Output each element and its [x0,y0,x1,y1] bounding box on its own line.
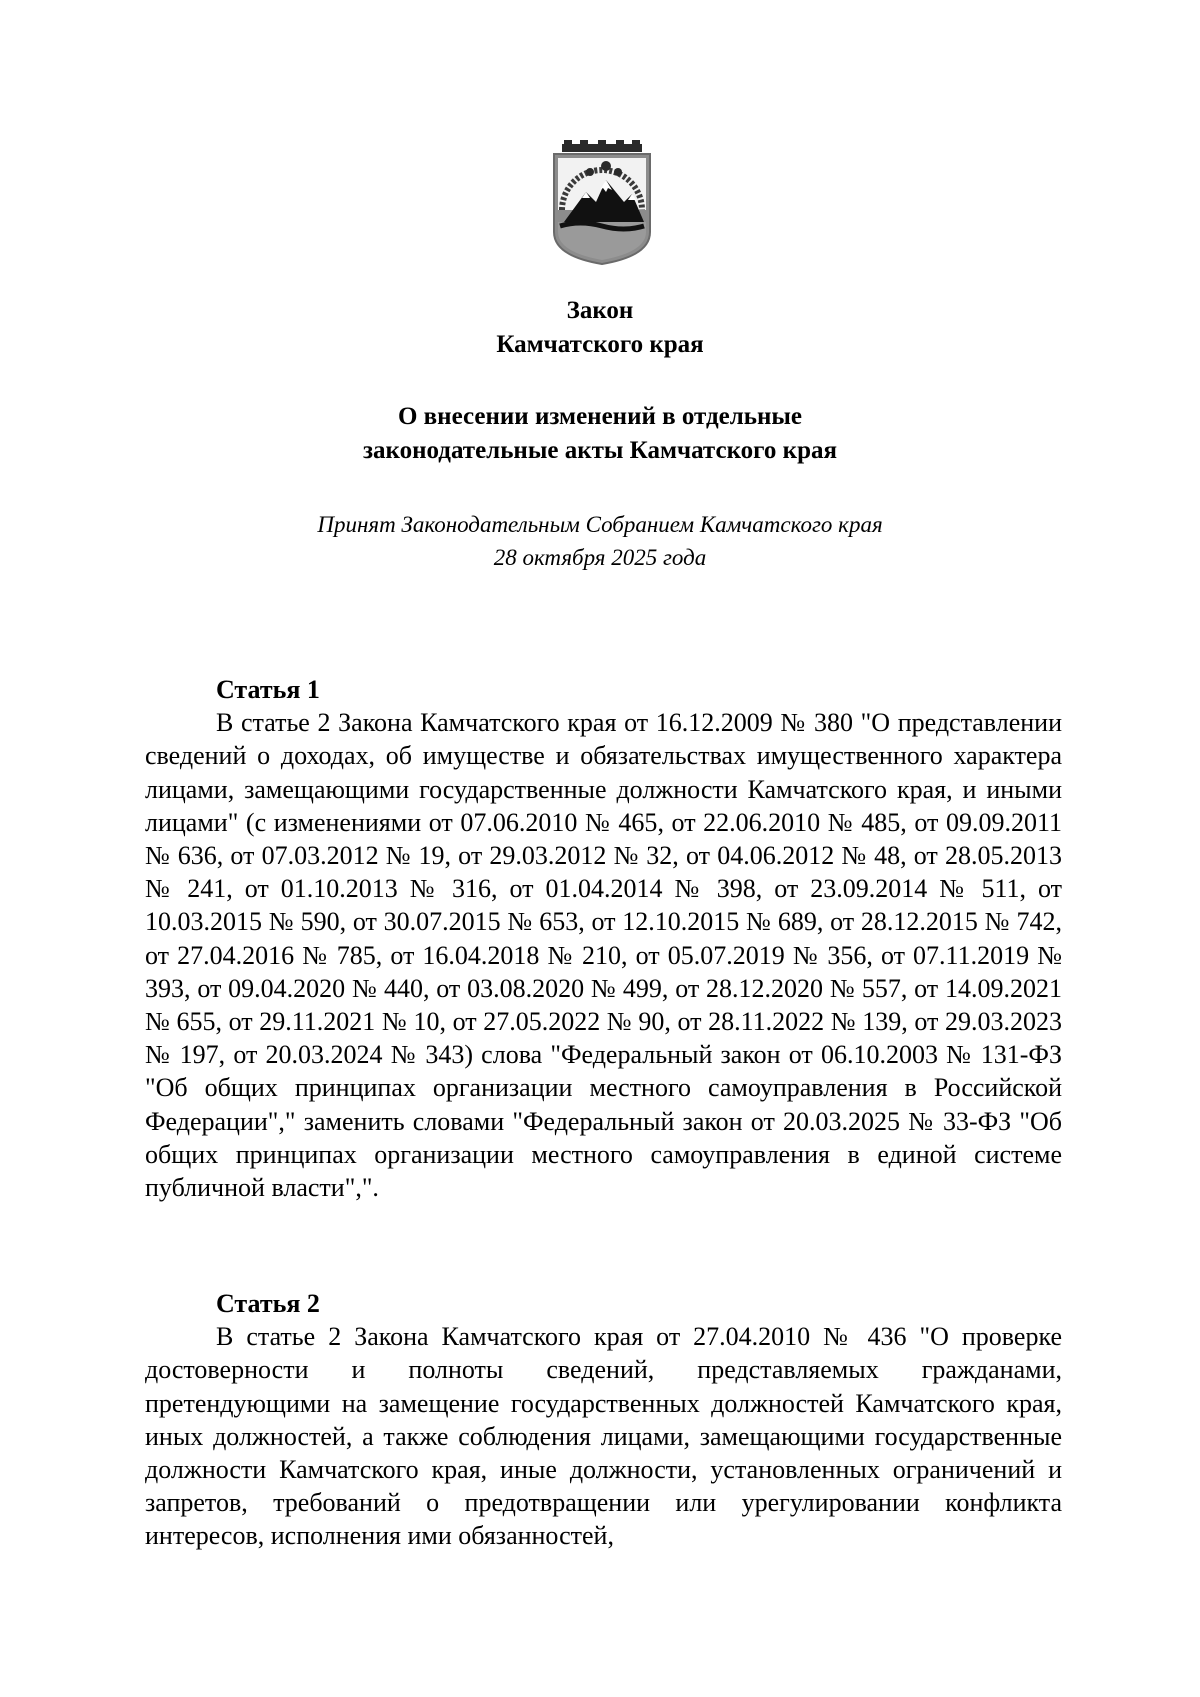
article-2-heading: Статья 2 [216,1289,320,1318]
law-title-block [0,294,1200,362]
adoption-date: 28 октября 2025 года [493,545,707,570]
law-subject [0,400,1200,468]
article-1 [145,673,1062,1204]
kamchatka-coat-of-arms-emblem [550,140,654,268]
article-2-text: В статье 2 Закона Камчатского края от 27.04.2010 № 436 "О проверке достоверности и полноты сведений, представляемых гражданами, претендующими на замещение государственных должностей Камчатского края, иных должностей, а также соблюдения лицами, замещающими государственные должности Камчатского края, иные должности, установленных ограничений и запретов, требований о предотвращении или урегулировании конфликта интересов, исполнения ими обязанностей, [145,1322,1062,1551]
subject-line-2: законодательные акты Камчатского края [363,437,837,464]
article-1-heading: Статья 1 [216,675,320,704]
article-1-text: В статье 2 Закона Камчатского края от 16.12.2009 № 380 "О представлении сведений о доходах, об имуществе и обязательствах имущественного характера лицами, замещающими государственные должности Камчатского края, и иными лицами" (с изменениями от 07.06.2010 № 465, от 22.06.2010 № 485, от 09.09.2011 № 636, от 07.03.2012 № 19, от 29.03.2012 № 32, от 04.06.2012 № 48, от 28.05.2013 № 241, от 01.10.2013 № 316, от 01.04.2014 № 398, от 23.09.2014 № 511, от 10.03.2015 № 590, от 30.07.2015 № 653, от 12.10.2015 № 689, от 28.12.2015 № 742, от 27.04.2016 № 785, от 16.04.2018 № 210, от 05.07.2019 № 356, от 07.11.2019 № 393, от 09.04.2020 № 440, от 03.08.2020 № 499, от 28.12.2020 № 557, от 14.09.2021 № 655, от 29.11.2021 № 10, от 27.05.2022 № 90, от 28.11.2022 № 139, от 29.03.2023 № 197, от 20.03.2024 № 343) слова "Федеральный закон от 06.10.2003 № 131-ФЗ "Об общих принципах организации местного самоуправления в Российской Федерации"," заменить словами "Федеральный закон от 20.03.2025 № 33-ФЗ "Об общих принципах организации местного самоуправления в единой системе публичной власти",". [145,708,1062,1203]
document-type: Закон [566,297,634,324]
article-2 [145,1287,1062,1553]
adoption-note [0,508,1200,574]
region-name: Камчатского края [496,331,704,358]
adoption-body: Принят Законодательным Собранием Камчатского края [317,512,883,537]
subject-line-1: О внесении изменений в отдельные [397,403,803,430]
